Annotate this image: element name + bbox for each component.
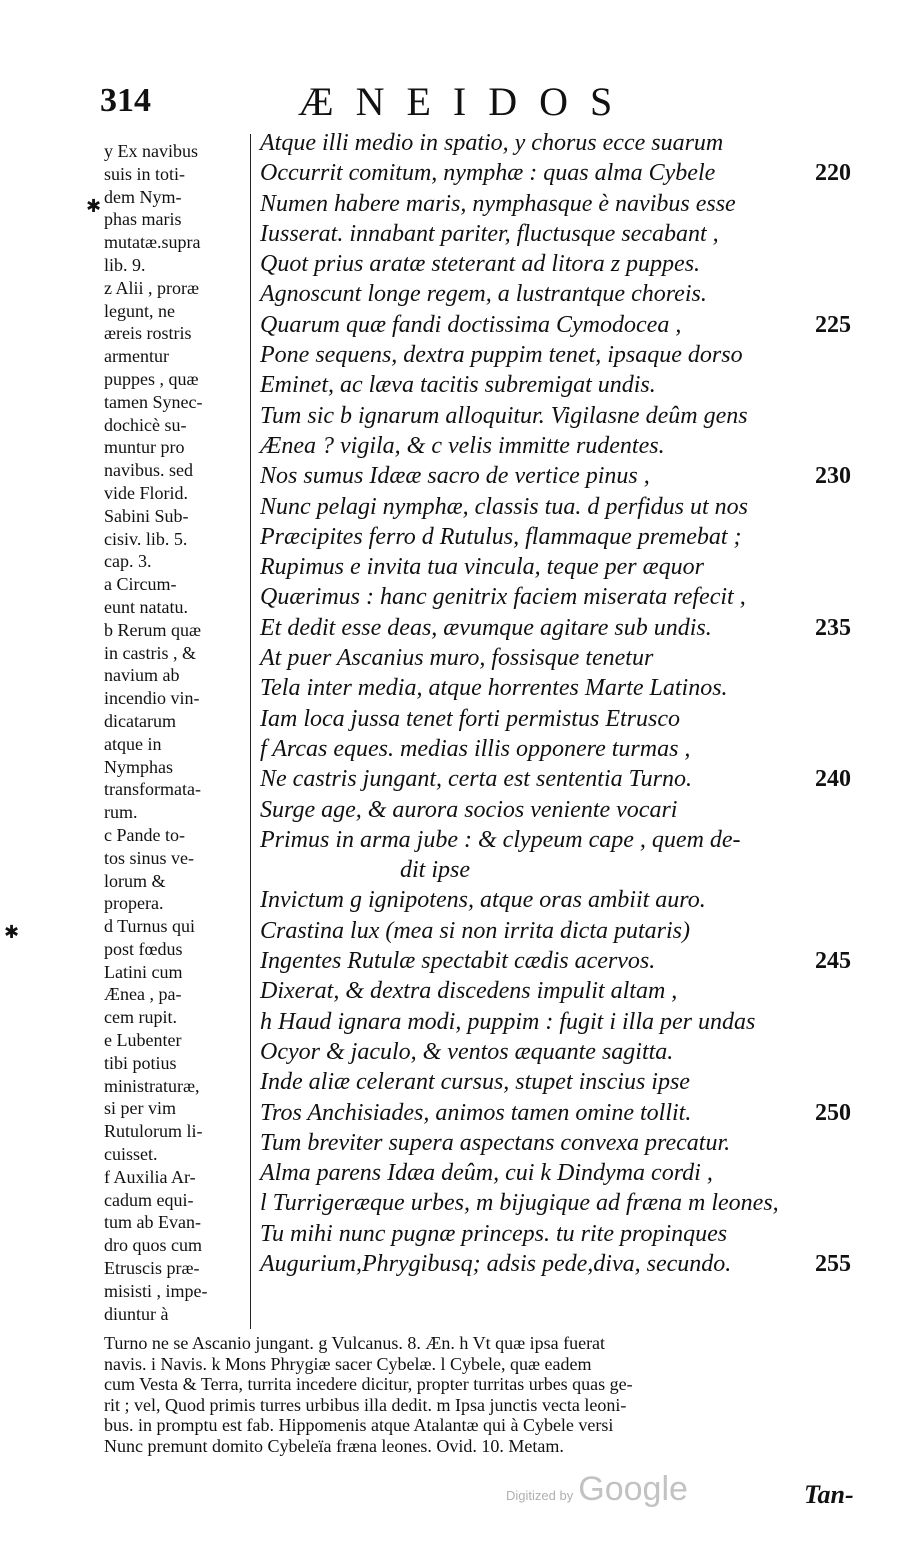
margin-note-line: b Rerum quæ <box>104 619 201 640</box>
verse-line <box>260 916 900 946</box>
margin-note-line: Ænea , pa- <box>104 984 182 1005</box>
verse-text: Eminet, ac læva tacitis subremigat undis. <box>260 372 656 399</box>
verse-line <box>260 946 900 976</box>
verse-line <box>260 1007 900 1037</box>
running-head: ÆNEIDOS <box>298 79 635 124</box>
verse-text: Ocyor & jaculo, & ventos æquante sagitta. <box>260 1038 674 1065</box>
margin-note-line: ministraturæ, <box>104 1075 200 1096</box>
margin-note-line: cem rupit. <box>104 1007 177 1028</box>
margin-note-line: propera. <box>104 893 164 914</box>
margin-note-line: z Alii , proræ <box>104 277 199 298</box>
page-number: 314 <box>100 82 151 119</box>
verse-text: Nunc pelagi nymphæ, classis tua. d perfidus ut nos <box>260 493 748 520</box>
verse-line <box>260 885 900 915</box>
margin-note-line: cisiv. lib. 5. <box>104 528 188 549</box>
verse-text: Ne castris jungant, certa est sententia Turno. <box>260 766 692 793</box>
margin-note-line: suis in toti- <box>104 163 186 184</box>
margin-note-line: cadum equi- <box>104 1189 194 1210</box>
margin-note-line: phas maris <box>104 209 182 230</box>
verse-text: Occurrit comitum, nymphæ : quas alma Cybele <box>260 160 716 187</box>
margin-note-line: y Ex navibus <box>104 141 198 161</box>
verse-text: Augurium,Phrygibusq; adsis pede,diva, secundo. <box>260 1250 732 1277</box>
verse-text: Quarum quæ fandi doctissima Cymodocea , <box>260 311 682 338</box>
margin-note-line: Nymphas <box>104 756 173 777</box>
verse-line <box>260 1219 900 1249</box>
margin-note-line: mutatæ.supra <box>104 232 201 253</box>
verse-line <box>260 401 900 431</box>
line-number: 240 <box>815 766 851 793</box>
verse-line <box>260 522 900 552</box>
margin-note-line: transformata- <box>104 779 201 800</box>
line-number: 220 <box>815 160 851 187</box>
footnote-line: cum Vesta & Terra, turrita incedere dicitur, propter turritas urbes quas ge- <box>104 1374 633 1394</box>
margin-note-line: tibi potius <box>104 1052 177 1073</box>
margin-note-line: æreis rostris <box>104 323 192 344</box>
margin-note-line: Latini cum <box>104 961 183 982</box>
line-number: 245 <box>815 948 851 975</box>
verse-text: Inde aliæ celerant cursus, stupet inscius ipse <box>260 1069 690 1096</box>
google-logo: Google <box>578 1470 688 1508</box>
verse-line <box>260 310 900 340</box>
margin-note-line: c Pande to- <box>104 824 185 845</box>
line-number: 225 <box>815 311 851 338</box>
verse-text: Nos sumus Idææ sacro de vertice pinus , <box>260 463 650 490</box>
verse-text: Ænea ? vigila, & c velis immitte rudentes. <box>260 432 665 459</box>
margin-note-line: puppes , quæ <box>104 368 199 389</box>
verse-line <box>260 249 900 279</box>
verse-line <box>260 1128 900 1158</box>
verse-text: At puer Ascanius muro, fossisque tenetur <box>260 645 654 672</box>
verse-line <box>260 219 900 249</box>
catchword: Tan- <box>804 1480 854 1509</box>
verse-text: l Turrigeræque urbes, m bijugique ad fræna m leones, <box>260 1190 779 1217</box>
margin-note-line: navibus. sed <box>104 460 193 481</box>
verse-line <box>260 189 900 219</box>
verse-text: Et dedit esse deas, ævumque agitare sub undis. <box>260 614 712 641</box>
verse-text: Dixerat, & dextra discedens impulit altam , <box>260 978 678 1005</box>
verse-text: Pone sequens, dextra puppim tenet, ipsaque dorso <box>260 342 743 369</box>
verse-text: Iusserat. innabant pariter, fluctusque secabant , <box>260 220 719 247</box>
page-header <box>0 78 924 128</box>
margin-note-line: tum ab Evan- <box>104 1212 201 1233</box>
verse-line <box>260 431 900 461</box>
verse-text: Alma parens Idæa deûm, cui k Dindyma cordi , <box>260 1160 713 1187</box>
margin-note-line: incendio vin- <box>104 688 200 709</box>
margin-note-line: si per vim <box>104 1098 176 1119</box>
watermark-small-text: Digitized by <box>506 1488 574 1503</box>
margin-note-line: Etruscis præ- <box>104 1258 200 1279</box>
line-number: 250 <box>815 1099 851 1126</box>
line-number: 255 <box>815 1250 851 1277</box>
verse-text: Tum breviter supera aspectans convexa precatur. <box>260 1129 731 1156</box>
verse-line <box>260 492 900 522</box>
verse-line <box>260 1249 900 1279</box>
margin-note-line: dro quos cum <box>104 1235 202 1256</box>
verse-text: h Haud ignara modi, puppim : fugit i illa per undas <box>260 1008 756 1035</box>
margin-note-line: tamen Synec- <box>104 391 203 412</box>
verse-line <box>260 552 900 582</box>
verse-line <box>260 1037 900 1067</box>
poem-text <box>260 128 900 1279</box>
footnote-line: rit ; vel, Quod primis turres urbibus illa dedit. m Ipsa junctis vecta leoni- <box>104 1394 627 1415</box>
verse-text: Tu mihi nunc pugnæ princeps. tu rite propinques <box>260 1220 728 1247</box>
ink-mark-icon: ✱ <box>4 922 20 943</box>
verse-line <box>260 1067 900 1097</box>
verse-line <box>260 795 900 825</box>
verse-line <box>260 976 900 1006</box>
digitized-by-google-watermark <box>506 1470 688 1509</box>
margin-note-line: post fœdus <box>104 938 183 959</box>
margin-note-line: eunt natatu. <box>104 596 188 617</box>
verse-line <box>260 128 900 158</box>
margin-note-line: dem Nym- <box>104 186 182 207</box>
verse-text: Quærimus : hanc genitrix faciem miserata refecit , <box>260 584 746 611</box>
verse-line <box>260 643 900 673</box>
footnote-line: Turno ne se Ascanio jungant. g Vulcanus. 8. Æn. h Vt quæ ipsa fuerat <box>104 1333 606 1353</box>
verse-text: Primus in arma jube : & clypeum cape , quem de- <box>260 826 741 853</box>
verse-text: Præcipites ferro d Rutulus, flammaque premebat ; <box>260 523 742 550</box>
margin-note-line: d Turnus qui <box>104 916 196 937</box>
verse-line <box>260 704 900 734</box>
verse-text: Tros Anchisiades, animos tamen omine tollit. <box>260 1099 692 1126</box>
margin-note-line: misisti , impe- <box>104 1280 208 1301</box>
verse-text: Tela inter media, atque horrentes Marte Latinos. <box>260 675 728 702</box>
verse-line <box>260 461 900 491</box>
verse-line <box>260 279 900 309</box>
verse-line <box>260 673 900 703</box>
footnote-line: Nunc premunt domito Cybeleïa fræna leones. Ovid. 10. Metam. <box>104 1435 564 1456</box>
verse-line <box>260 825 900 855</box>
verse-line <box>260 370 900 400</box>
margin-note-line: Rutulorum li- <box>104 1121 203 1142</box>
verse-text: Ingentes Rutulæ spectabit cædis acervos. <box>260 948 656 975</box>
margin-note-line: navium ab <box>104 665 180 686</box>
verse-text: Quot prius aratæ steterant ad litora z puppes. <box>260 251 701 278</box>
verse-line <box>260 734 900 764</box>
line-number: 235 <box>815 614 851 641</box>
verse-text: f Arcas eques. medias illis opponere turmas , <box>260 735 691 762</box>
footnotes <box>104 1333 864 1456</box>
verse-text: Agnoscunt longe regem, a lustrantque choreis. <box>260 281 707 308</box>
margin-note-line: diuntur à <box>104 1303 169 1324</box>
margin-note-line: tos sinus ve- <box>104 847 194 868</box>
margin-note-line: a Circum- <box>104 574 177 595</box>
verse-line <box>260 1188 900 1218</box>
margin-note-line: lorum & <box>104 870 166 891</box>
margin-note-line: dicatarum <box>104 710 176 731</box>
ink-mark-icon: ✱ <box>86 196 102 217</box>
verse-line <box>260 582 900 612</box>
verse-text: Rupimus e invita tua vincula, teque per æquor <box>260 554 704 581</box>
margin-note-line: vide Florid. <box>104 482 188 503</box>
margin-note-line: f Auxilia Ar- <box>104 1166 196 1187</box>
footnote-line: navis. i Navis. k Mons Phrygiæ sacer Cybelæ. l Cybele, quæ eadem <box>104 1353 592 1374</box>
verse-text: Crastina lux (mea si non irrita dicta putaris) <box>260 917 691 944</box>
margin-note-line: armentur <box>104 346 169 367</box>
verse-line <box>260 855 900 885</box>
margin-note-line: dochicè su- <box>104 414 187 435</box>
margin-note-line: e Lubenter <box>104 1030 182 1051</box>
verse-line <box>260 1158 900 1188</box>
margin-note-line: cuisset. <box>104 1144 158 1165</box>
line-number: 230 <box>815 463 851 490</box>
verse-line <box>260 340 900 370</box>
verse-text: dit ipse <box>400 857 470 884</box>
margin-note-line: in castris , & <box>104 642 196 663</box>
margin-note-line: atque in <box>104 733 162 754</box>
verse-line <box>260 158 900 188</box>
margin-note-line: Sabini Sub- <box>104 505 189 526</box>
margin-note-line: lib. 9. <box>104 254 146 275</box>
verse-text: Iam loca jussa tenet forti permistus Etrusco <box>260 705 680 732</box>
verse-text: Numen habere maris, nymphasque è navibus esse <box>260 190 736 217</box>
verse-line <box>260 764 900 794</box>
verse-text: Atque illi medio in spatio, y chorus ecce suarum <box>260 130 724 156</box>
column-rule <box>250 134 251 1329</box>
footnote-line: bus. in promptu est fab. Hippomenis atque Atalantæ qui à Cybele versi <box>104 1415 614 1435</box>
margin-notes <box>104 140 246 1325</box>
verse-text: Invictum g ignipotens, atque oras ambiit auro. <box>260 887 706 914</box>
margin-note-line: muntur pro <box>104 437 185 458</box>
verse-text: Surge age, & aurora socios veniente vocari <box>260 796 678 823</box>
margin-note-line: cap. 3. <box>104 551 152 572</box>
verse-line <box>260 613 900 643</box>
verse-text: Tum sic b ignarum alloquitur. Vigilasne deûm gens <box>260 402 748 429</box>
margin-note-line: rum. <box>104 802 138 823</box>
margin-note-line: legunt, ne <box>104 300 175 321</box>
verse-line <box>260 1098 900 1128</box>
